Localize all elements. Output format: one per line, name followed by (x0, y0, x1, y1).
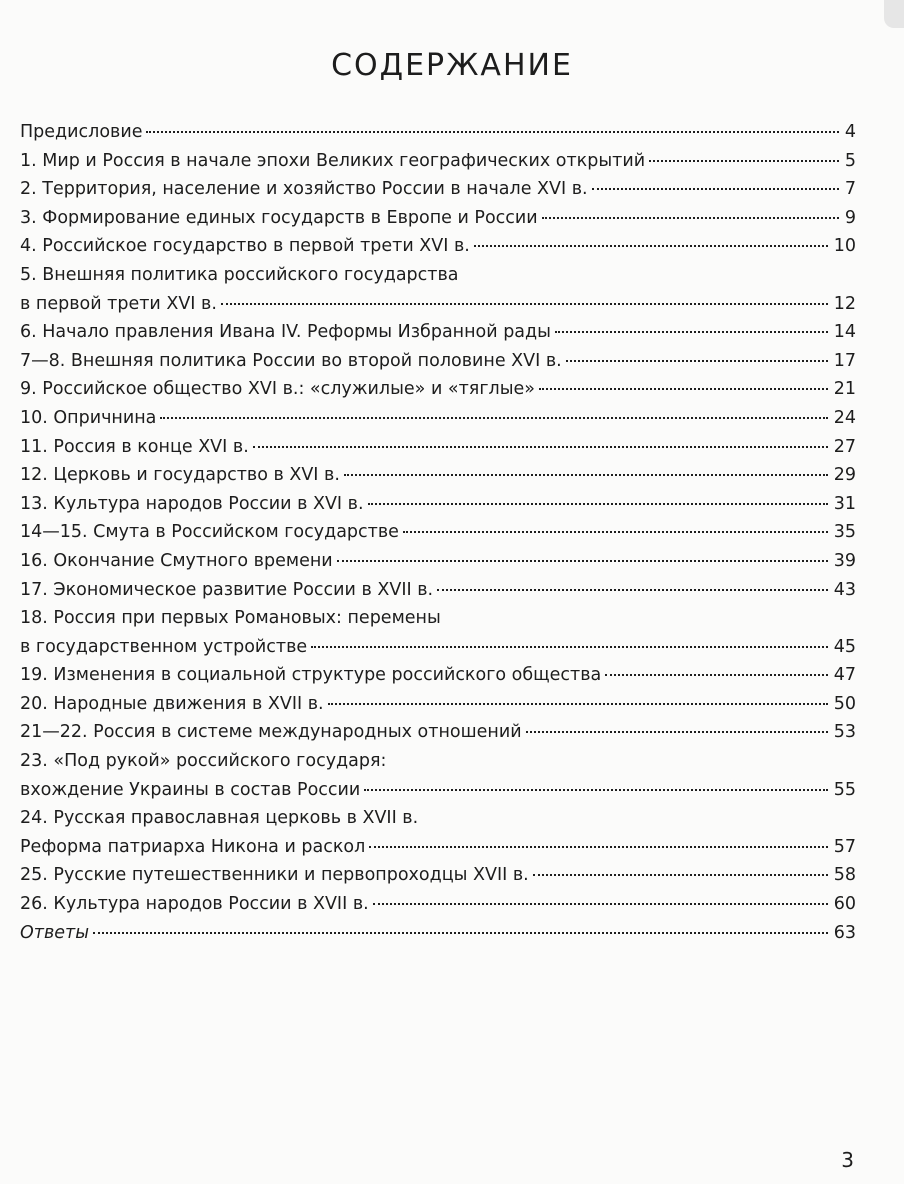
toc-entry-row (20, 718, 856, 747)
page-title: СОДЕРЖАНИЕ (331, 48, 573, 84)
toc-entry (20, 375, 856, 404)
toc-entry-page: 4 (844, 122, 856, 142)
toc-entry (20, 518, 856, 547)
dot-leader (592, 187, 839, 190)
toc-entry-label: Предисловие (20, 122, 143, 142)
toc-entry-page: 17 (833, 350, 856, 371)
dot-leader (93, 931, 828, 934)
toc-entry (20, 890, 856, 919)
toc-entry-row (20, 175, 856, 204)
toc-entry-row (20, 890, 856, 919)
toc-entry-row (20, 518, 856, 547)
toc-entry-page: 31 (833, 493, 856, 514)
toc-entry-label: 3. Формирование единых государств в Европе и России (20, 207, 538, 228)
dot-leader (373, 902, 828, 905)
toc-entry-label: 10. Опричнина (20, 407, 157, 428)
dot-leader (253, 445, 828, 448)
toc-entry-label: 1. Мир и Россия в начале эпохи Великих географических открытий (20, 150, 646, 171)
toc-entry-row (20, 318, 856, 347)
toc-entry (20, 318, 856, 347)
toc-entry-row (20, 433, 856, 462)
toc-entry-label: 26. Культура народов России в XVII в. (20, 894, 369, 915)
toc-entry-page: 60 (833, 894, 856, 915)
toc-entry (20, 747, 856, 804)
dot-leader (437, 588, 828, 591)
toc-entry-page: 29 (833, 465, 856, 486)
toc-entry-page: 63 (833, 922, 856, 943)
toc-entry-row (20, 547, 856, 576)
toc-entry-label: 6. Начало правления Ивана IV. Реформы Избранной рады (20, 322, 551, 343)
toc-entry-label: в государственном устройстве (20, 636, 308, 657)
toc-entry (20, 861, 856, 890)
toc-entry-page: 24 (833, 407, 856, 428)
toc-entry-page: 43 (833, 579, 856, 600)
toc-entry-page: 9 (844, 207, 856, 228)
toc-entry-row (20, 404, 856, 433)
toc-entry-row (20, 118, 856, 147)
toc-entry-row (20, 461, 856, 490)
toc-entry-row (20, 861, 856, 890)
toc-entry-label: Реформа патриарха Никона и раскол (20, 836, 366, 857)
toc-entry-title-line: 5. Внешняя политика российского государства (20, 264, 459, 285)
dot-leader (403, 530, 828, 533)
toc-entry-page: 5 (844, 150, 856, 171)
toc-entry (20, 690, 856, 719)
toc-entry-label: 21—22. Россия в системе международных отношений (20, 722, 522, 743)
toc-entry-title-line: 18. Россия при первых Романовых: перемены (20, 608, 441, 629)
dot-leader (344, 473, 828, 476)
toc-entry-row (20, 232, 856, 261)
toc-entry (20, 576, 856, 605)
dot-leader (555, 330, 828, 333)
toc-entry-label: 12. Церковь и государство в XVI в. (20, 465, 340, 486)
dot-leader (368, 502, 828, 505)
toc-entry-page: 39 (833, 550, 856, 571)
toc-entry (20, 175, 856, 204)
toc-entry-label: в первой трети XVI в. (20, 293, 217, 314)
toc-entry-title-line: 23. «Под рукой» российского государя: (20, 751, 387, 772)
toc-entry-row (20, 576, 856, 605)
toc-entry-row (20, 204, 856, 233)
dot-leader (539, 387, 828, 390)
toc-entry-label: 4. Российское государство в первой трети XVI в. (20, 236, 470, 257)
toc-entry (20, 404, 856, 433)
dot-leader (605, 673, 827, 676)
toc-entry (20, 804, 856, 861)
toc-entry (20, 232, 856, 261)
dot-leader (533, 873, 828, 876)
page-corner (884, 0, 904, 28)
toc-entry-page: 53 (833, 722, 856, 743)
toc-entry-page: 21 (833, 379, 856, 400)
toc-entry-title-line: 24. Русская православная церковь в XVII в. (20, 808, 419, 829)
toc-entry (20, 490, 856, 519)
toc-entry-label: 9. Российское общество XVI в.: «служилые» и «тяглые» (20, 379, 535, 400)
dot-leader (160, 416, 827, 419)
toc-entry-row (20, 833, 856, 862)
toc-entry-label: вхождение Украины в состав России (20, 779, 361, 800)
toc-entry-label: 20. Народные движения в XVII в. (20, 693, 324, 714)
toc-entry-page: 14 (833, 322, 856, 343)
dot-leader (369, 845, 827, 848)
toc-entry (20, 661, 856, 690)
toc-entry-label: 16. Окончание Смутного времени (20, 550, 333, 571)
toc-entry-label: 11. Россия в конце XVI в. (20, 436, 249, 457)
dot-leader (474, 244, 828, 247)
toc-entry (20, 604, 856, 661)
page-number: 3 (841, 1148, 854, 1172)
dot-leader (328, 702, 828, 705)
toc-entry-row (20, 375, 856, 404)
toc-entry (20, 261, 856, 318)
toc-entry (20, 204, 856, 233)
dot-leader (311, 645, 828, 648)
toc-entry (20, 347, 856, 376)
toc-entry (20, 118, 856, 147)
toc-entry-row (20, 147, 856, 176)
toc-entry (20, 461, 856, 490)
dot-leader (649, 159, 839, 162)
dot-leader (146, 130, 838, 133)
toc-entry-label: 17. Экономическое развитие России в XVII в. (20, 579, 434, 600)
toc-entry-row (20, 919, 856, 948)
toc-entry-page: 27 (833, 436, 856, 457)
dot-leader (542, 216, 839, 219)
dot-leader (566, 359, 828, 362)
toc-entry-label: 25. Русские путешественники и первопроходцы XVII в. (20, 865, 529, 886)
toc-entry-row (20, 776, 856, 805)
dot-leader (337, 559, 828, 562)
toc-entry (20, 547, 856, 576)
toc-entry-row (20, 490, 856, 519)
toc-entry (20, 718, 856, 747)
toc-entry-page: 58 (833, 865, 856, 886)
dot-leader (526, 730, 828, 733)
toc-entry (20, 147, 856, 176)
toc-entry-page: 12 (833, 293, 856, 314)
dot-leader (221, 302, 828, 305)
toc-entry-page: 47 (833, 665, 856, 686)
table-of-contents (20, 118, 856, 947)
toc-entry-label: 19. Изменения в социальной структуре российского общества (20, 665, 602, 686)
toc-entry-label: 2. Территория, население и хозяйство России в начале XVI в. (20, 179, 588, 200)
toc-entry-label: 7—8. Внешняя политика России во второй половине XVI в. (20, 350, 562, 371)
toc-entry-page: 57 (833, 836, 856, 857)
toc-entry-row (20, 290, 856, 319)
dot-leader (364, 788, 827, 791)
toc-entry-label: 13. Культура народов России в XVI в. (20, 493, 364, 514)
toc-entry-row (20, 347, 856, 376)
toc-entry-page: 55 (833, 779, 856, 800)
toc-entry (20, 433, 856, 462)
toc-entry-page: 50 (833, 693, 856, 714)
toc-entry-row (20, 690, 856, 719)
toc-entry-row (20, 633, 856, 662)
toc-entry (20, 919, 856, 948)
toc-entry-page: 7 (844, 179, 856, 200)
toc-entry-label: 14—15. Смута в Российском государстве (20, 522, 399, 543)
toc-entry-page: 35 (833, 522, 856, 543)
toc-entry-row (20, 661, 856, 690)
toc-entry-label: Ответы (20, 922, 90, 943)
toc-entry-page: 10 (833, 236, 856, 257)
toc-entry-page: 45 (833, 636, 856, 657)
